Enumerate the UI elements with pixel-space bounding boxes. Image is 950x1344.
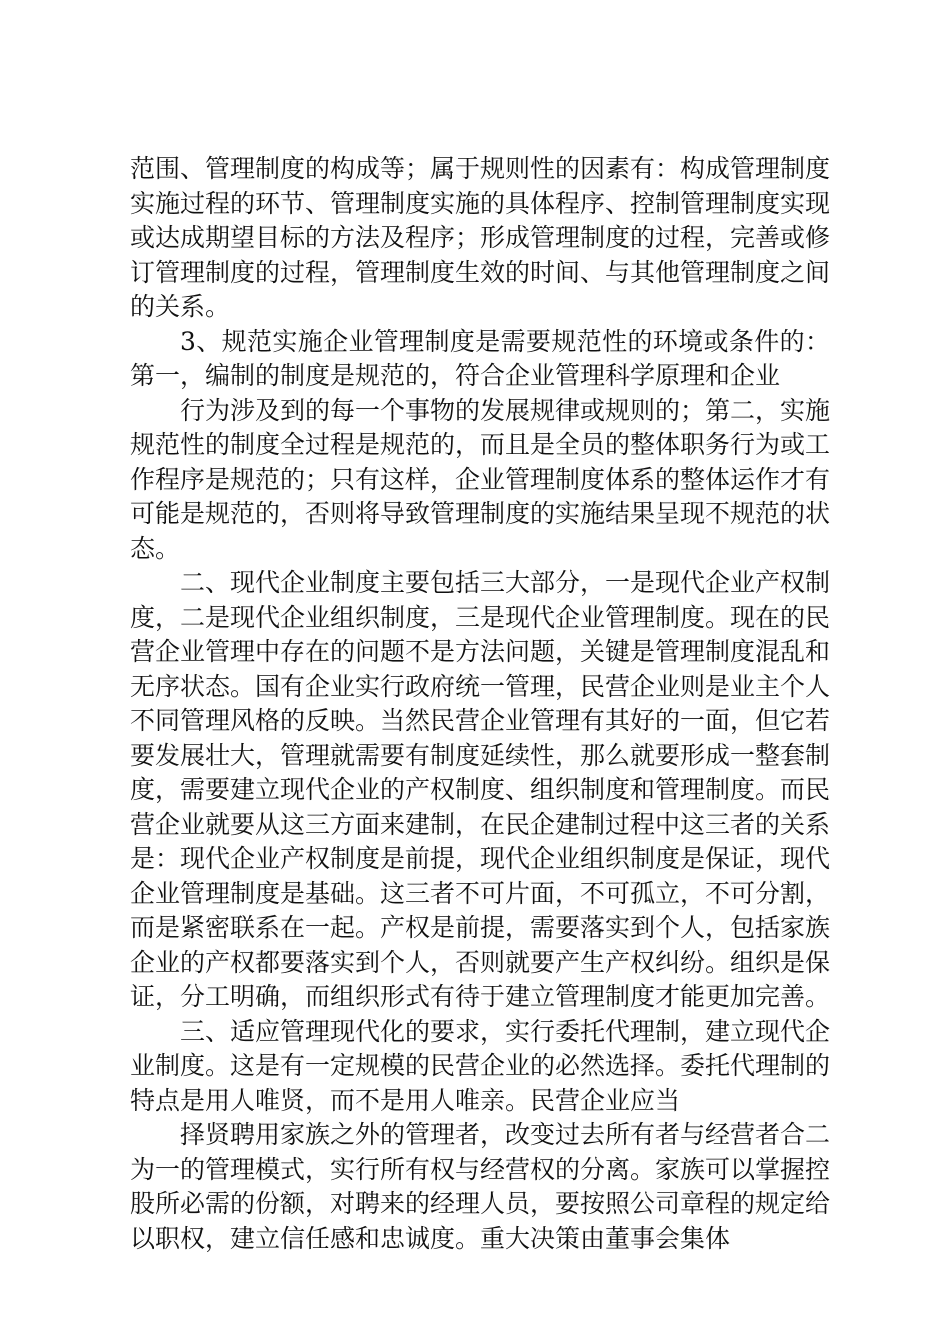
- paragraph-2: 3、规范实施企业管理制度是需要规范性的环境或条件的：第一，编制的制度是规范的，符合企业管理科学原理和企业: [130, 326, 830, 390]
- paragraph-6: 择贤聘用家族之外的管理者，改变过去所有者与经营者合二为一的管理模式，实行所有权与经营权的分离。家族可以掌握控股所必需的份额，对聘来的经理人员，要按照公司章程的规定给以职权，建立信任感和忠诚度。重大决策由董事会集体: [130, 1120, 831, 1253]
- paragraph-3: 行为涉及到的每一个事物的发展规律或规则的；第二，实施规范性的制度全过程是规范的，而且是全员的整体职务行为或工作程序是规范的；只有这样，企业管理制度体系的整体运作才有可能是规范的，否则将导致管理制度的实施结果呈现不规范的状态。: [130, 395, 831, 563]
- paragraph-4: 二、现代企业制度主要包括三大部分，一是现代企业产权制度，二是现代企业组织制度，三是现代企业管理制度。现在的民营企业管理中存在的问题不是方法问题，关键是管理制度混乱和无序状态。国有企业实行政府统一管理，民营企业则是业主个人不同管理风格的反映。当然民营企业管理有其好的一面，但它若要发展壮大，管理就需要有制度延续性，那么就要形成一整套制度，需要建立现代企业的产权制度、组织制度和管理制度。而民营企业就要从这三方面来建制，在民企建制过程中这三者的关系是：现代企业产权制度是前提，现代企业组织制度是保证，现代企业管理制度是基础。这三者不可片面，不可孤立，不可分割，而是紧密联系在一起。产权是前提，需要落实到个人，包括家族企业的产权都要落实到个人，否则就要产生产权纠纷。组织是保证，分工明确，而组织形式有待于建立管理制度才能更加完善。: [130, 568, 831, 1011]
- paragraph-5: 三、适应管理现代化的要求，实行委托代理制，建立现代企业制度。这是有一定规模的民营企业的必然选择。委托代理制的特点是用人唯贤，而不是用人唯亲。民营企业应当: [130, 1016, 831, 1115]
- paragraph-1: 范围、管理制度的构成等；属于规则性的因素有：构成管理制度实施过程的环节、管理制度实施的具体程序、控制管理制度实现或达成期望目标的方法及程序；形成管理制度的过程，完善或修订管理制度的过程，管理制度生效的时间、与其他管理制度之间的关系。: [130, 154, 831, 321]
- document-body: [130, 152, 830, 1256]
